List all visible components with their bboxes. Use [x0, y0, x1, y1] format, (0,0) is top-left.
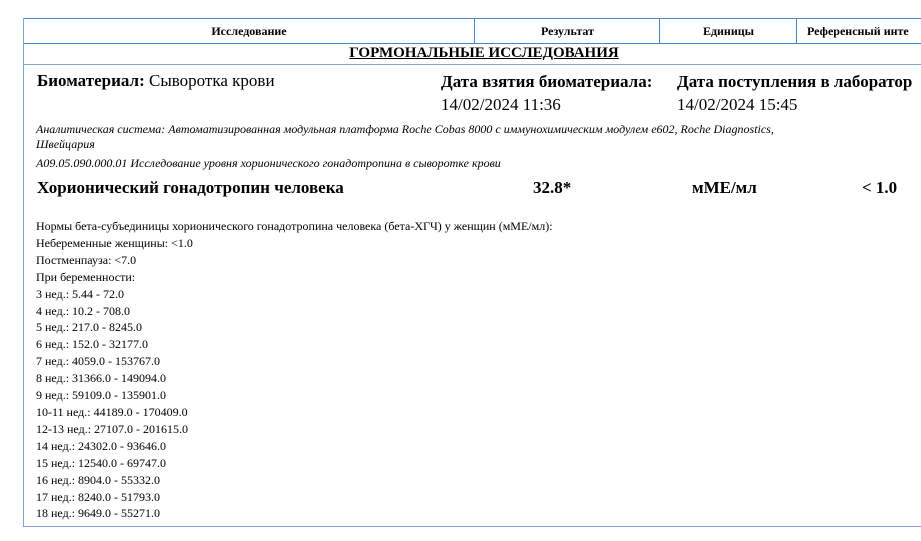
norm-line: 18 нед.: 9649.0 - 55271.0 [36, 506, 161, 521]
norm-line: 6 нед.: 152.0 - 32177.0 [36, 337, 149, 352]
norm-line: Небеременные женщины: <1.0 [36, 235, 193, 250]
norm-line: 10-11 нед.: 44189.0 - 170409.0 [36, 404, 188, 419]
test-name: Хорионический гонадотропин человека [37, 178, 344, 197]
date-taken-label: Дата взятия биоматериала: [441, 72, 653, 91]
date-taken [441, 72, 652, 115]
date-taken-value: 14/02/2024 11:36 [441, 95, 561, 114]
divider [24, 64, 921, 65]
norm-line: При беременности: [36, 269, 136, 284]
date-received-value: 14/02/2024 15:45 [677, 95, 798, 114]
header-reference: Референсный инте [796, 19, 921, 43]
table-header [24, 18, 921, 44]
study-code: A09.05.090.000.01 Исследование уровня хорионического гонадотропина в сыворотке крови [36, 156, 501, 170]
test-result: 32.8* [533, 178, 572, 197]
biomaterial-value: Сыворотка крови [148, 71, 275, 90]
date-received-label: Дата поступления в лаборатор [677, 72, 913, 91]
norm-line: Постменпауза: <7.0 [36, 252, 137, 267]
norm-line: 4 нед.: 10.2 - 708.0 [36, 303, 131, 318]
date-received [677, 72, 912, 115]
norm-line: 14 нед.: 24302.0 - 93646.0 [36, 438, 167, 453]
norm-line: 8 нед.: 31366.0 - 149094.0 [36, 371, 167, 386]
norm-line: Нормы бета-субъединицы хорионического гонадотропина человека (бета-ХГЧ) у женщин (мМЕ/мл): [36, 219, 553, 233]
section-title: ГОРМОНАЛЬНЫЕ ИССЛЕДОВАНИЯ [349, 45, 619, 61]
norm-line: 3 нед.: 5.44 - 72.0 [36, 286, 125, 301]
norm-line: 12-13 нед.: 27107.0 - 201615.0 [36, 421, 189, 436]
header-units: Единицы [659, 19, 797, 43]
biomaterial-label: Биоматериал: [37, 71, 145, 90]
test-units: мМЕ/мл [692, 178, 757, 197]
test-reference: < 1.0 [862, 178, 898, 197]
biomaterial [37, 71, 275, 91]
norms-list [36, 218, 553, 522]
norm-line: 5 нед.: 217.0 - 8245.0 [36, 320, 143, 335]
header-result: Результат [474, 19, 660, 43]
norm-line: 15 нед.: 12540.0 - 69747.0 [36, 455, 167, 470]
norm-line: 17 нед.: 8240.0 - 51793.0 [36, 489, 161, 504]
norm-line: 16 нед.: 8904.0 - 55332.0 [36, 472, 161, 487]
analytic-system: Аналитическая система: Автоматизированная модульная платформа Roche Cobas 8000 с иммунохимическим модулем e602, Roche Diagnostics, Швейцария [36, 122, 774, 151]
norm-line: 9 нед.: 59109.0 - 135901.0 [36, 388, 167, 403]
report-frame [23, 18, 921, 527]
norm-line: 7 нед.: 4059.0 - 153767.0 [36, 354, 161, 369]
header-study: Исследование [211, 24, 287, 38]
